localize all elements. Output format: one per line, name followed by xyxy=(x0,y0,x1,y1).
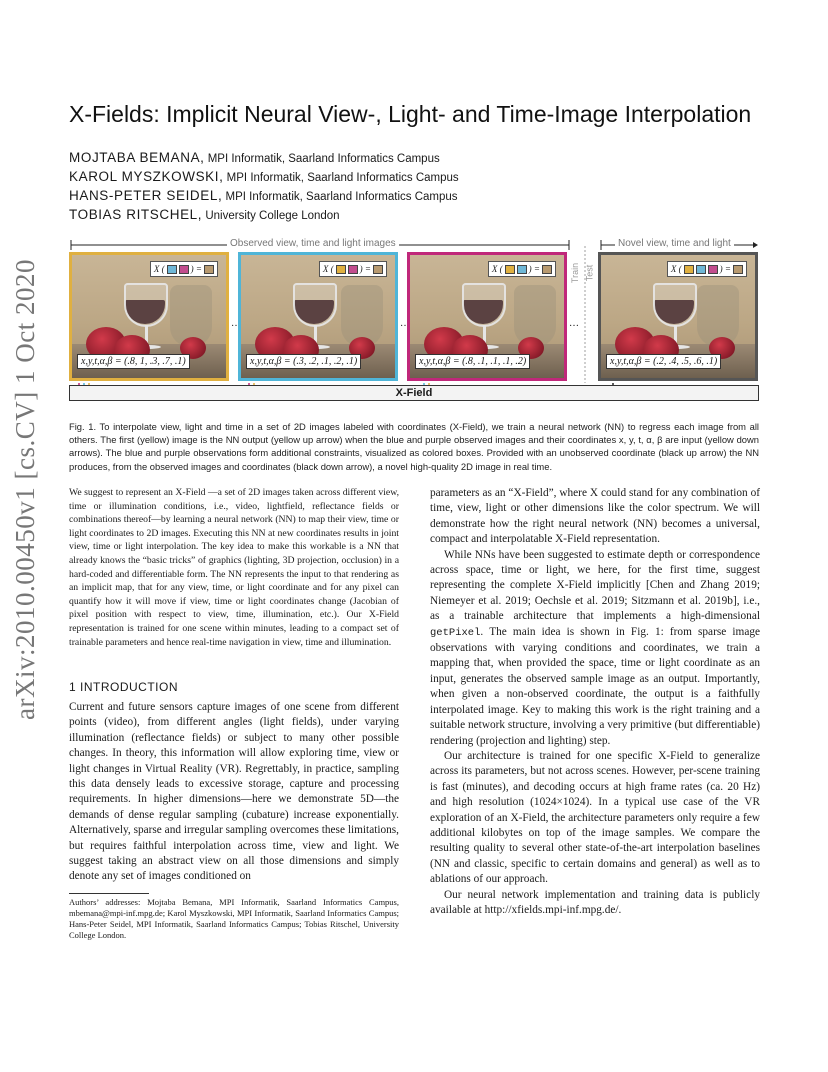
paragraph: Our architecture is trained for one specific X-Field to generalize across its parameters, but not across scenes. However, per-scene training is fast (minutes), and decoding occurs at high frame rates (ca. 20 Hz) and high resolution (1024×1024). In a typical use case of the VR exploration of an X-Field, the architecture parameters only require a few additional kilobytes on top of the image samples. We compare the resulting quality to several other state-of-the-art interpolation baselines (NN and classic, specific to certain domains and general) as well as to ablations of our approach. xyxy=(430,749,760,886)
author-name: TOBIAS RITSCHEL, xyxy=(69,207,203,222)
author-affiliation: MPI Informatik, Saarland Informatics Campus xyxy=(223,172,459,184)
xfield-formula: X ( ) = xyxy=(319,261,387,277)
image-panel-output xyxy=(69,252,229,381)
xfield-formula: X ( ) = xyxy=(488,261,556,277)
coordinate-label: x,y,t,α,β = (.2, .4, .5, .6, .1) xyxy=(606,354,721,369)
author-line xyxy=(69,207,340,222)
image-panel-novel xyxy=(598,252,758,381)
paragraph: Our neural network implementation and training data is publicly available at http://xfields.mpi-inf.mpg.de/. xyxy=(430,888,760,916)
ellipsis: … xyxy=(569,318,579,329)
section-heading: 1 INTRODUCTION xyxy=(69,680,178,694)
figure-caption: Fig. 1. To interpolate view, light and time in a set of 2D images labeled with coordinates (X-Field), we train a neural network (NN) to regress each image from all others. The first (yellow) image is the NN output (yellow up arrow) when the blue and purple observed images and their coordinates x, y, t, α, β are input (yellow down arrows). The blue and purple observations form additional constraints, visualized as colored boxes. Provided with an unobserved coordinate (black up arrow) the NN produces, from the observed images and coordinates (black down arrow), a novel high-quality 2D image in real time. xyxy=(69,421,759,472)
author-name: MOJTABA BEMANA, xyxy=(69,150,205,165)
coordinate-label: x,y,t,α,β = (.8, .1, .1, .1, .2) xyxy=(415,354,530,369)
intro-paragraph: Current and future sensors capture images of one scene from different points (video), from different angles (light fields), under varying illumination (reflectance fields) or subject to many other possible changes. In theory, this information will allow exploring time, view or light changes in Virtual Reality (VR). Regrettably, in practice, sampling this data densely leads to excessive storage, capture and processing requirements. In higher dimensions—here we demonstrate 5D—the demands of dense regular sampling (cubature) increase exponentially. Alternatively, sparse and irregular sampling overcomes these limitations, but requires faithful interpolation across time, view and light. We suggest taking an abstract view on all those dimensions and simply denote any set of images conditioned on xyxy=(69,701,399,883)
novel-label: Novel view, time and light xyxy=(615,238,734,249)
ellipsis: … xyxy=(231,318,241,329)
author-affiliation: University College London xyxy=(202,210,340,222)
code-getpixel: getPixel xyxy=(430,626,481,639)
abstract: We suggest to represent an X-Field —a set of 2D images taken across different view, time or illumination conditions, i.e., video, lightfield, reflectance fields or combinations thereof—by learning a neural network (NN) to map their view, time or light coordinates to 2D images. Executing this NN at new coordinates results in joint view, time or light interpolation. The key idea to make this workable is a NN that already knows the “basic tricks” of graphics (lighting, 3D projection, occlusion) in a hard-coded and differentiable form. The NN represents the input to that rendering as an implicit map, that for any view, time, or light coordinate and for any pixel can quantify how it will move if view, time or light coordinates change (Jacobian of pixel position with respect to view, time, illumination, etc.). Our X-Field representation is trained for one scene within minutes, leading to a compact set of trainable parameters and hence real-time navigation in view, time and illumination. xyxy=(69,487,399,648)
right-column xyxy=(430,486,760,918)
author-addresses-footnote: Authors’ addresses: Mojtaba Bemana, MPI Informatik, Saarland Informatics Campus, mbemana@mpi-inf.mpg.de; Karol Myszkowski, MPI Informatik, Saarland Informatics Campus; Hans-Peter Seidel, MPI Informatik, Saarland Informatics Campus; Tobias Ritschel, University College London. xyxy=(69,897,399,940)
author-line xyxy=(69,169,459,184)
test-label: Test xyxy=(584,264,595,282)
arxiv-identifier: arXiv:2010.00450v1 [cs.CV] 1 Oct 2020 xyxy=(10,259,40,720)
paragraph-text: While NNs have been suggested to estimate depth or correspondence across space, time or light, we here, for the first time, suggest representing the complete X-Field implicitly [Chen and Zhang 2019; Niemeyer et al. 2019; Oechsle et al. 2019; Sitzmann et al. 2019b], i.e., as a trainable architecture that implements a high-dimensional xyxy=(430,548,760,623)
ellipsis: … xyxy=(400,318,410,329)
author-name: KAROL MYSZKOWSKI, xyxy=(69,169,224,184)
observed-label: Observed view, time and light images xyxy=(227,238,399,249)
train-label: Train xyxy=(570,262,581,284)
xfield-bar: X-Field xyxy=(69,385,759,401)
coordinate-label: x,y,t,α,β = (.3, .2, .1, .2, .1) xyxy=(246,354,361,369)
author-affiliation: MPI Informatik, Saarland Informatics Campus xyxy=(204,153,440,165)
image-panel-observed-blue xyxy=(238,252,398,381)
paper-title: X-Fields: Implicit Neural View-, Light- and Time-Image Interpolation xyxy=(69,101,752,127)
paragraph: parameters as an “X-Field”, where X could stand for any combination of time, view, light or other dimensions like the color spectrum. We will demonstrate how the right neural network (NN) becomes a universal, compact and interpolatable X-Field representation. xyxy=(430,487,760,546)
author-line xyxy=(69,150,440,165)
coordinate-label: x,y,t,α,β = (.8, 1, .3, .7, .1) xyxy=(77,354,190,369)
author-affiliation: MPI Informatik, Saarland Informatics Campus xyxy=(222,191,458,203)
paragraph-text: . The main idea is shown in Fig. 1: from sparse image observations with varying conditions and coordinates, we train a mapping that, when provided the space, time or light coordinate as an input, generates the observed sample image as an output. Importantly, when given a non-observed coordinate, the output is a faithfully interpolated image. Key to making this work is the right training and a suitable network structure, involving a very primitive (but differentiable) rendering (projection and lighting) step. xyxy=(430,625,760,747)
xfield-formula: X ( ) = xyxy=(667,261,747,277)
footnote-divider xyxy=(69,893,149,894)
author-line xyxy=(69,188,458,203)
paragraph xyxy=(430,548,760,749)
image-panel-observed-purple xyxy=(407,252,567,381)
author-name: HANS-PETER SEIDEL, xyxy=(69,188,223,203)
xfield-formula: X ( ) = xyxy=(150,261,218,277)
teaser-figure xyxy=(69,238,759,410)
